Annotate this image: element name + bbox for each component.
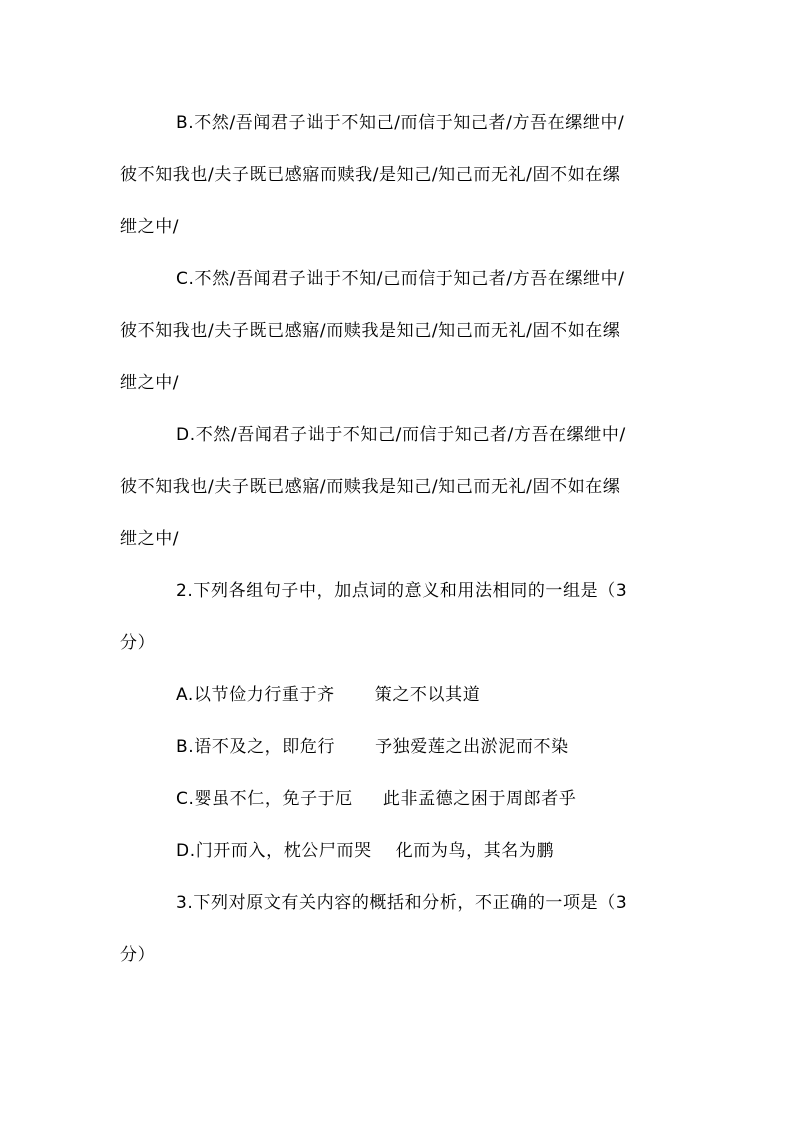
option-d-line-1: D.不然/吾闻君子诎于不知己/而信于知己者/方吾在缧绁中/	[176, 425, 626, 445]
option-c-line-3: 绁之中/	[120, 373, 180, 393]
option-d-left: D.门开而入，枕公尸而哭	[176, 841, 372, 861]
question-2-option-a	[176, 685, 736, 705]
option-a-left: A.以节俭力行重于齐	[176, 685, 335, 705]
option-c-line-1: C.不然/吾闻君子诎于不知/己而信于知己者/方吾在缧绁中/	[176, 269, 625, 289]
question-2-option-d	[176, 841, 736, 861]
option-c-right: 此非孟德之困于周郎者乎	[382, 789, 577, 809]
option-b-line-1: B.不然/吾闻君子诎于不知己/而信于知己者/方吾在缧绁中/	[176, 113, 625, 133]
option-d-right: 化而为鸟，其名为鹏	[395, 841, 555, 861]
question-3-line-1: 3.下列对原文有关内容的概括和分析，不正确的一项是（3	[176, 893, 628, 913]
question-3-line-2: 分）	[120, 945, 156, 965]
option-b-line-3: 绁之中/	[120, 217, 180, 237]
option-b-right: 予独爱莲之出淤泥而不染	[375, 737, 569, 757]
option-b-line-2: 彼不知我也/夫子既已感寤而赎我/是知己/知己而无礼/固不如在缧	[120, 165, 621, 185]
question-2-line-1: 2.下列各组句子中，加点词的意义和用法相同的一组是（3	[176, 581, 628, 601]
question-2-line-2: 分）	[120, 633, 156, 653]
option-c-line-2: 彼不知我也/夫子既已感寤/而赎我是知己/知己而无礼/固不如在缧	[120, 321, 621, 341]
option-b-left: B.语不及之，即危行	[176, 737, 336, 757]
option-d-line-3: 绁之中/	[120, 529, 180, 549]
question-2-option-c	[176, 789, 736, 809]
option-c-left: C.婴虽不仁，免子于厄	[176, 789, 353, 809]
question-2-option-b	[176, 737, 736, 757]
option-d-line-2: 彼不知我也/夫子既已感寤/而赎我是知己/知己而无礼/固不如在缧	[120, 477, 621, 497]
option-a-right: 策之不以其道	[374, 685, 481, 705]
